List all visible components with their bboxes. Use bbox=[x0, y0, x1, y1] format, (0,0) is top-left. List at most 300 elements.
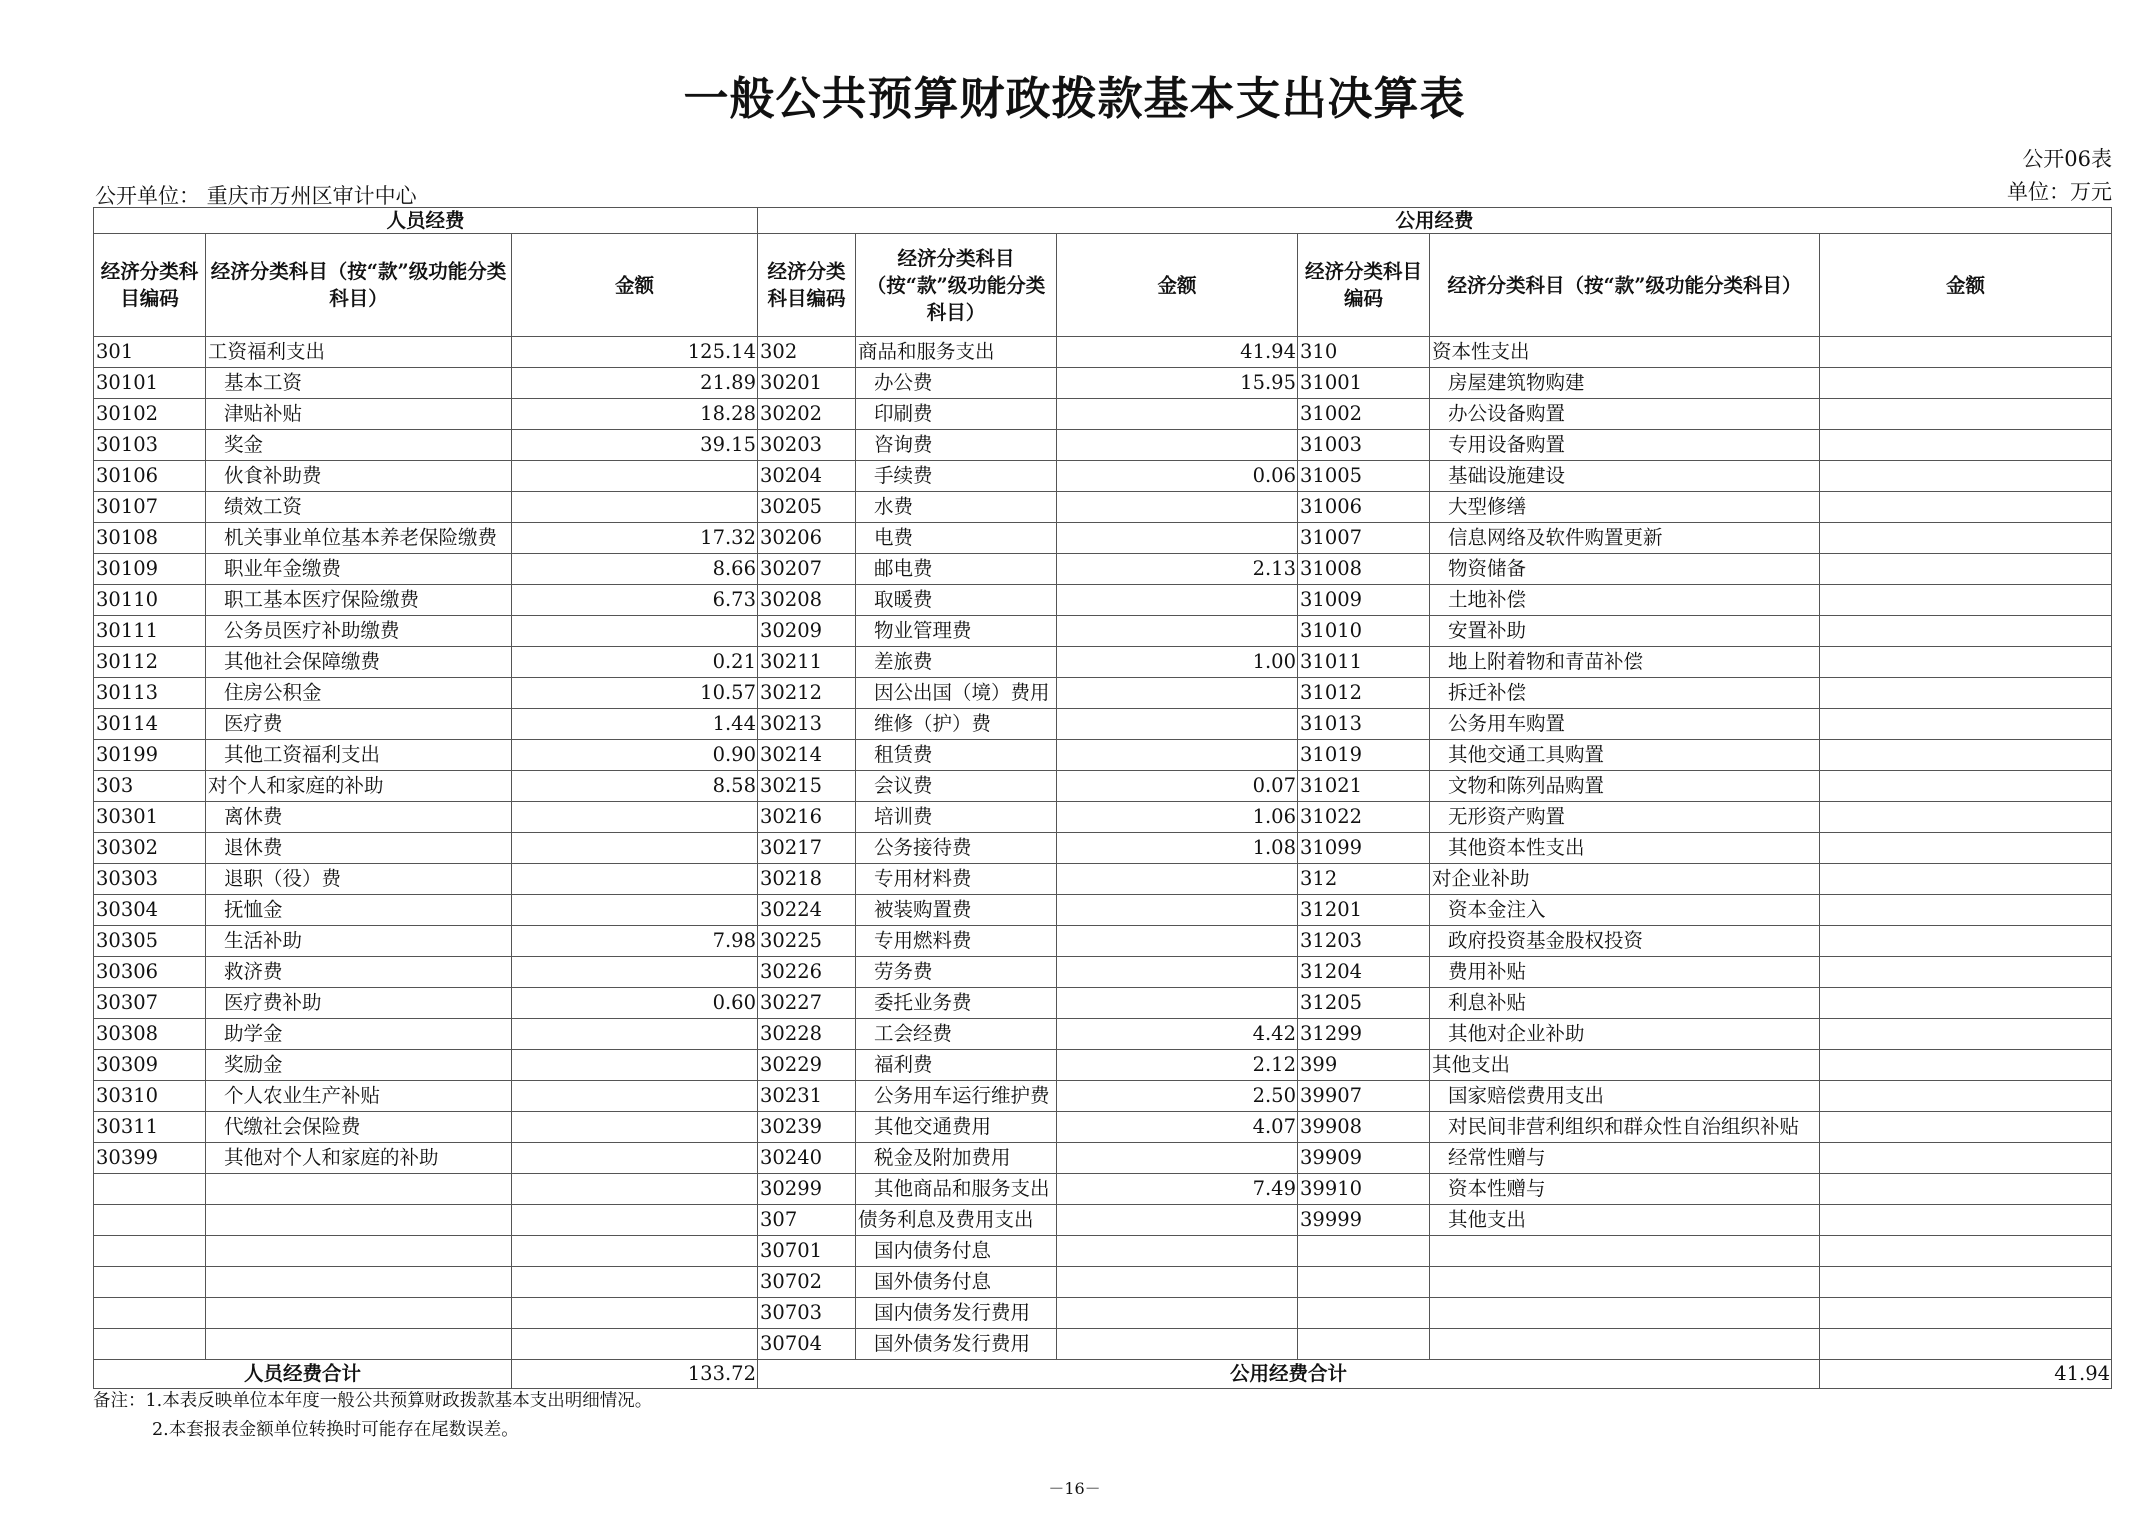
item-code: 31011 bbox=[1298, 647, 1430, 678]
header-amount: 金额 bbox=[1820, 234, 2112, 337]
section-personnel: 人员经费 bbox=[94, 208, 758, 234]
item-code: 30214 bbox=[758, 740, 856, 771]
item-name: 其他交通费用 bbox=[856, 1112, 1057, 1143]
item-code: 30308 bbox=[94, 1019, 206, 1050]
item-name: 资本性支出 bbox=[1430, 337, 1820, 368]
item-code: 399 bbox=[1298, 1050, 1430, 1081]
item-code: 30108 bbox=[94, 523, 206, 554]
item-amount bbox=[512, 802, 758, 833]
item-amount bbox=[1820, 895, 2112, 926]
item-name bbox=[1430, 1236, 1820, 1267]
item-name: 国外债务发行费用 bbox=[856, 1329, 1057, 1360]
item-code: 30112 bbox=[94, 647, 206, 678]
item-name: 土地补偿 bbox=[1430, 585, 1820, 616]
item-amount: 2.50 bbox=[1057, 1081, 1298, 1112]
item-code: 30309 bbox=[94, 1050, 206, 1081]
item-code bbox=[94, 1329, 206, 1360]
item-amount: 125.14 bbox=[512, 337, 758, 368]
item-name bbox=[1430, 1298, 1820, 1329]
item-name: 拆迁补偿 bbox=[1430, 678, 1820, 709]
item-amount bbox=[1820, 337, 2112, 368]
item-code bbox=[1298, 1329, 1430, 1360]
item-amount: 39.15 bbox=[512, 430, 758, 461]
item-name: 其他对企业补助 bbox=[1430, 1019, 1820, 1050]
item-name: 基础设施建设 bbox=[1430, 461, 1820, 492]
totals-row bbox=[94, 1360, 2112, 1389]
item-name: 工会经费 bbox=[856, 1019, 1057, 1050]
item-amount bbox=[1057, 895, 1298, 926]
item-name: 其他交通工具购置 bbox=[1430, 740, 1820, 771]
table-row bbox=[94, 1205, 2112, 1236]
table-row bbox=[94, 1298, 2112, 1329]
item-code: 31007 bbox=[1298, 523, 1430, 554]
table-row bbox=[94, 1050, 2112, 1081]
table-row bbox=[94, 585, 2112, 616]
note-2: 2.本套报表金额单位转换时可能存在尾数误差。 bbox=[152, 1420, 519, 1440]
column-header-row bbox=[94, 234, 2112, 337]
table-row bbox=[94, 1081, 2112, 1112]
item-code: 31006 bbox=[1298, 492, 1430, 523]
item-name: 经常性赠与 bbox=[1430, 1143, 1820, 1174]
item-amount bbox=[1820, 678, 2112, 709]
item-amount bbox=[1057, 1236, 1298, 1267]
item-amount bbox=[1820, 771, 2112, 802]
item-amount bbox=[1057, 492, 1298, 523]
item-amount bbox=[1057, 864, 1298, 895]
item-amount bbox=[512, 1236, 758, 1267]
item-name: 抚恤金 bbox=[206, 895, 512, 926]
item-amount bbox=[1820, 1236, 2112, 1267]
item-amount: 7.98 bbox=[512, 926, 758, 957]
item-name: 生活补助 bbox=[206, 926, 512, 957]
item-code bbox=[94, 1298, 206, 1329]
item-code: 30101 bbox=[94, 368, 206, 399]
section-header-row bbox=[94, 208, 2112, 234]
item-name: 会议费 bbox=[856, 771, 1057, 802]
item-name: 福利费 bbox=[856, 1050, 1057, 1081]
item-amount bbox=[1057, 1298, 1298, 1329]
item-amount bbox=[1057, 1205, 1298, 1236]
item-code: 31003 bbox=[1298, 430, 1430, 461]
item-code: 30311 bbox=[94, 1112, 206, 1143]
item-amount bbox=[512, 1329, 758, 1360]
header-code: 经济分类科目编码 bbox=[94, 234, 206, 337]
item-amount: 0.07 bbox=[1057, 771, 1298, 802]
item-code: 30110 bbox=[94, 585, 206, 616]
item-name: 文物和陈列品购置 bbox=[1430, 771, 1820, 802]
table-row bbox=[94, 864, 2112, 895]
item-name: 离休费 bbox=[206, 802, 512, 833]
item-code: 30240 bbox=[758, 1143, 856, 1174]
item-name: 代缴社会保险费 bbox=[206, 1112, 512, 1143]
table-row bbox=[94, 554, 2112, 585]
item-name: 因公出国（境）费用 bbox=[856, 678, 1057, 709]
item-amount bbox=[1820, 1329, 2112, 1360]
item-code: 30213 bbox=[758, 709, 856, 740]
item-name: 医疗费 bbox=[206, 709, 512, 740]
item-name bbox=[206, 1174, 512, 1205]
item-amount bbox=[1820, 1205, 2112, 1236]
table-row bbox=[94, 802, 2112, 833]
item-amount bbox=[1057, 585, 1298, 616]
item-code: 39907 bbox=[1298, 1081, 1430, 1112]
item-code: 30207 bbox=[758, 554, 856, 585]
table-row bbox=[94, 616, 2112, 647]
item-name: 专用设备购置 bbox=[1430, 430, 1820, 461]
item-code: 30302 bbox=[94, 833, 206, 864]
item-name: 救济费 bbox=[206, 957, 512, 988]
item-amount bbox=[1820, 554, 2112, 585]
item-code: 30218 bbox=[758, 864, 856, 895]
item-code: 30215 bbox=[758, 771, 856, 802]
item-name: 邮电费 bbox=[856, 554, 1057, 585]
item-name: 退职（役）费 bbox=[206, 864, 512, 895]
item-amount bbox=[512, 616, 758, 647]
item-name bbox=[1430, 1329, 1820, 1360]
table-row bbox=[94, 523, 2112, 554]
item-amount: 21.89 bbox=[512, 368, 758, 399]
item-amount bbox=[1057, 678, 1298, 709]
item-amount bbox=[512, 1298, 758, 1329]
table-row bbox=[94, 709, 2112, 740]
item-amount bbox=[512, 1112, 758, 1143]
header-code: 经济分类科目编码 bbox=[758, 234, 856, 337]
item-name: 助学金 bbox=[206, 1019, 512, 1050]
item-amount bbox=[1820, 833, 2112, 864]
item-name: 商品和服务支出 bbox=[856, 337, 1057, 368]
table-row bbox=[94, 957, 2112, 988]
item-code: 31203 bbox=[1298, 926, 1430, 957]
table-row bbox=[94, 461, 2112, 492]
item-code: 30114 bbox=[94, 709, 206, 740]
item-amount bbox=[1057, 1143, 1298, 1174]
item-code: 31299 bbox=[1298, 1019, 1430, 1050]
item-name: 其他社会保障缴费 bbox=[206, 647, 512, 678]
item-amount bbox=[512, 1267, 758, 1298]
item-amount bbox=[1057, 1267, 1298, 1298]
item-name: 办公费 bbox=[856, 368, 1057, 399]
header-code: 经济分类科目编码 bbox=[1298, 234, 1430, 337]
item-name: 公务接待费 bbox=[856, 833, 1057, 864]
item-code bbox=[1298, 1236, 1430, 1267]
item-name: 差旅费 bbox=[856, 647, 1057, 678]
item-amount bbox=[512, 1050, 758, 1081]
item-code: 31002 bbox=[1298, 399, 1430, 430]
item-name: 基本工资 bbox=[206, 368, 512, 399]
item-name bbox=[1430, 1267, 1820, 1298]
table-row bbox=[94, 492, 2112, 523]
table-row bbox=[94, 368, 2112, 399]
item-name: 国内债务发行费用 bbox=[856, 1298, 1057, 1329]
item-name: 奖金 bbox=[206, 430, 512, 461]
item-amount: 1.06 bbox=[1057, 802, 1298, 833]
item-amount bbox=[512, 1081, 758, 1112]
item-name: 安置补助 bbox=[1430, 616, 1820, 647]
item-name: 其他商品和服务支出 bbox=[856, 1174, 1057, 1205]
item-amount: 18.28 bbox=[512, 399, 758, 430]
table-row bbox=[94, 833, 2112, 864]
item-code: 30229 bbox=[758, 1050, 856, 1081]
item-name: 退休费 bbox=[206, 833, 512, 864]
item-code: 30231 bbox=[758, 1081, 856, 1112]
item-amount bbox=[512, 957, 758, 988]
item-name: 国内债务付息 bbox=[856, 1236, 1057, 1267]
item-amount bbox=[1820, 926, 2112, 957]
header-name: 经济分类科目（按“款”级功能分类科目） bbox=[1430, 234, 1820, 337]
item-name: 物业管理费 bbox=[856, 616, 1057, 647]
item-amount bbox=[1820, 802, 2112, 833]
item-code: 30106 bbox=[94, 461, 206, 492]
item-name: 被装购置费 bbox=[856, 895, 1057, 926]
table-row bbox=[94, 430, 2112, 461]
item-amount: 41.94 bbox=[1057, 337, 1298, 368]
item-name: 手续费 bbox=[856, 461, 1057, 492]
item-code: 31022 bbox=[1298, 802, 1430, 833]
item-name: 大型修缮 bbox=[1430, 492, 1820, 523]
item-name: 公务用车购置 bbox=[1430, 709, 1820, 740]
personnel-total-value: 133.72 bbox=[512, 1360, 758, 1389]
item-code bbox=[94, 1267, 206, 1298]
item-amount bbox=[512, 833, 758, 864]
item-amount bbox=[1820, 1267, 2112, 1298]
item-amount bbox=[1057, 988, 1298, 1019]
item-amount bbox=[1820, 368, 2112, 399]
item-name: 维修（护）费 bbox=[856, 709, 1057, 740]
item-code: 301 bbox=[94, 337, 206, 368]
item-code: 31005 bbox=[1298, 461, 1430, 492]
header-name: 经济分类科目（按“款”级功能分类科目） bbox=[206, 234, 512, 337]
item-amount bbox=[1057, 523, 1298, 554]
item-amount bbox=[1820, 1174, 2112, 1205]
item-name bbox=[206, 1298, 512, 1329]
item-code: 31010 bbox=[1298, 616, 1430, 647]
table-row bbox=[94, 988, 2112, 1019]
header-name: 经济分类科目（按“款”级功能分类科目） bbox=[856, 234, 1057, 337]
item-code: 30701 bbox=[758, 1236, 856, 1267]
item-code: 31019 bbox=[1298, 740, 1430, 771]
item-name: 其他支出 bbox=[1430, 1050, 1820, 1081]
item-name: 住房公积金 bbox=[206, 678, 512, 709]
item-name: 职工基本医疗保险缴费 bbox=[206, 585, 512, 616]
item-code: 30204 bbox=[758, 461, 856, 492]
item-name: 地上附着物和青苗补偿 bbox=[1430, 647, 1820, 678]
item-code bbox=[1298, 1298, 1430, 1329]
item-amount bbox=[1057, 430, 1298, 461]
item-amount: 6.73 bbox=[512, 585, 758, 616]
table-row bbox=[94, 895, 2112, 926]
item-name: 奖励金 bbox=[206, 1050, 512, 1081]
item-name: 公务员医疗补助缴费 bbox=[206, 616, 512, 647]
item-name: 伙食补助费 bbox=[206, 461, 512, 492]
item-code: 30103 bbox=[94, 430, 206, 461]
item-amount bbox=[1820, 1143, 2112, 1174]
item-amount: 0.06 bbox=[1057, 461, 1298, 492]
item-amount bbox=[1057, 616, 1298, 647]
item-name: 其他对个人和家庭的补助 bbox=[206, 1143, 512, 1174]
item-name bbox=[206, 1236, 512, 1267]
item-code: 31021 bbox=[1298, 771, 1430, 802]
item-name: 信息网络及软件购置更新 bbox=[1430, 523, 1820, 554]
item-code: 30102 bbox=[94, 399, 206, 430]
table-row bbox=[94, 647, 2112, 678]
expenditure-table bbox=[93, 207, 2112, 1389]
item-code: 303 bbox=[94, 771, 206, 802]
item-code: 30299 bbox=[758, 1174, 856, 1205]
item-name: 委托业务费 bbox=[856, 988, 1057, 1019]
item-amount: 4.42 bbox=[1057, 1019, 1298, 1050]
item-amount bbox=[1057, 399, 1298, 430]
item-code: 31001 bbox=[1298, 368, 1430, 399]
item-name: 取暖费 bbox=[856, 585, 1057, 616]
table-row bbox=[94, 1019, 2112, 1050]
item-name bbox=[206, 1267, 512, 1298]
item-code: 30217 bbox=[758, 833, 856, 864]
table-code: 公开06表 bbox=[2022, 147, 2112, 171]
item-name: 租赁费 bbox=[856, 740, 1057, 771]
table-row bbox=[94, 1174, 2112, 1205]
item-code: 39910 bbox=[1298, 1174, 1430, 1205]
item-amount: 2.12 bbox=[1057, 1050, 1298, 1081]
item-amount bbox=[1820, 616, 2112, 647]
item-code: 30307 bbox=[94, 988, 206, 1019]
item-code: 30216 bbox=[758, 802, 856, 833]
item-code: 30305 bbox=[94, 926, 206, 957]
item-name: 印刷费 bbox=[856, 399, 1057, 430]
item-name: 国外债务付息 bbox=[856, 1267, 1057, 1298]
item-code: 39908 bbox=[1298, 1112, 1430, 1143]
item-name: 资本金注入 bbox=[1430, 895, 1820, 926]
item-name: 机关事业单位基本养老保险缴费 bbox=[206, 523, 512, 554]
item-name: 国家赔偿费用支出 bbox=[1430, 1081, 1820, 1112]
item-code: 30203 bbox=[758, 430, 856, 461]
item-code: 30109 bbox=[94, 554, 206, 585]
item-amount bbox=[1820, 399, 2112, 430]
item-code: 31205 bbox=[1298, 988, 1430, 1019]
item-code: 39909 bbox=[1298, 1143, 1430, 1174]
item-code: 30224 bbox=[758, 895, 856, 926]
item-code: 30212 bbox=[758, 678, 856, 709]
item-code: 30306 bbox=[94, 957, 206, 988]
item-code: 30113 bbox=[94, 678, 206, 709]
item-name: 无形资产购置 bbox=[1430, 802, 1820, 833]
item-amount: 1.44 bbox=[512, 709, 758, 740]
item-amount bbox=[512, 492, 758, 523]
item-code: 30226 bbox=[758, 957, 856, 988]
item-amount: 10.57 bbox=[512, 678, 758, 709]
item-code: 31013 bbox=[1298, 709, 1430, 740]
item-name: 其他工资福利支出 bbox=[206, 740, 512, 771]
item-code: 31009 bbox=[1298, 585, 1430, 616]
public-total-label: 公用经费合计 bbox=[758, 1360, 1820, 1389]
item-name: 其他支出 bbox=[1430, 1205, 1820, 1236]
item-amount bbox=[1057, 926, 1298, 957]
item-amount bbox=[1820, 1050, 2112, 1081]
item-amount: 7.49 bbox=[1057, 1174, 1298, 1205]
item-amount bbox=[1820, 740, 2112, 771]
item-amount bbox=[1820, 430, 2112, 461]
item-name: 税金及附加费用 bbox=[856, 1143, 1057, 1174]
item-name: 职业年金缴费 bbox=[206, 554, 512, 585]
item-amount bbox=[1820, 523, 2112, 554]
item-name: 专用燃料费 bbox=[856, 926, 1057, 957]
item-amount bbox=[1057, 957, 1298, 988]
table-row bbox=[94, 1329, 2112, 1360]
item-amount: 1.00 bbox=[1057, 647, 1298, 678]
item-code: 30206 bbox=[758, 523, 856, 554]
item-name: 其他资本性支出 bbox=[1430, 833, 1820, 864]
table-row bbox=[94, 740, 2112, 771]
item-name: 咨询费 bbox=[856, 430, 1057, 461]
item-code: 30205 bbox=[758, 492, 856, 523]
item-amount bbox=[1820, 709, 2112, 740]
item-amount bbox=[512, 864, 758, 895]
item-code: 30211 bbox=[758, 647, 856, 678]
item-code: 31204 bbox=[1298, 957, 1430, 988]
item-amount bbox=[1820, 1019, 2112, 1050]
item-amount bbox=[1820, 461, 2112, 492]
item-amount: 0.21 bbox=[512, 647, 758, 678]
item-code: 30399 bbox=[94, 1143, 206, 1174]
item-code: 30208 bbox=[758, 585, 856, 616]
item-amount bbox=[1820, 1081, 2112, 1112]
table-row bbox=[94, 399, 2112, 430]
table-row bbox=[94, 1143, 2112, 1174]
item-code: 30301 bbox=[94, 802, 206, 833]
table-row bbox=[94, 1112, 2112, 1143]
item-amount: 4.07 bbox=[1057, 1112, 1298, 1143]
header-amount: 金额 bbox=[1057, 234, 1298, 337]
unit-label: 单位：万元 bbox=[2007, 180, 2112, 204]
item-name: 津贴补贴 bbox=[206, 399, 512, 430]
item-name: 对企业补助 bbox=[1430, 864, 1820, 895]
item-code: 39999 bbox=[1298, 1205, 1430, 1236]
item-name: 劳务费 bbox=[856, 957, 1057, 988]
item-code: 312 bbox=[1298, 864, 1430, 895]
item-code: 30304 bbox=[94, 895, 206, 926]
item-name: 对个人和家庭的补助 bbox=[206, 771, 512, 802]
item-name: 电费 bbox=[856, 523, 1057, 554]
item-code: 31012 bbox=[1298, 678, 1430, 709]
item-code: 30310 bbox=[94, 1081, 206, 1112]
table-row bbox=[94, 1236, 2112, 1267]
item-code: 302 bbox=[758, 337, 856, 368]
item-amount bbox=[512, 461, 758, 492]
item-amount bbox=[1820, 585, 2112, 616]
item-amount bbox=[1820, 1298, 2112, 1329]
table-row bbox=[94, 337, 2112, 368]
item-name: 政府投资基金股权投资 bbox=[1430, 926, 1820, 957]
item-code: 30227 bbox=[758, 988, 856, 1019]
header-amount: 金额 bbox=[512, 234, 758, 337]
item-name: 个人农业生产补贴 bbox=[206, 1081, 512, 1112]
item-amount: 2.13 bbox=[1057, 554, 1298, 585]
item-code: 30228 bbox=[758, 1019, 856, 1050]
item-name: 水费 bbox=[856, 492, 1057, 523]
item-amount: 15.95 bbox=[1057, 368, 1298, 399]
item-code: 30199 bbox=[94, 740, 206, 771]
item-amount bbox=[1820, 988, 2112, 1019]
item-amount bbox=[1820, 492, 2112, 523]
item-code: 30303 bbox=[94, 864, 206, 895]
item-amount: 17.32 bbox=[512, 523, 758, 554]
table-row bbox=[94, 1267, 2112, 1298]
item-code: 31008 bbox=[1298, 554, 1430, 585]
item-amount bbox=[512, 1143, 758, 1174]
item-code: 30702 bbox=[758, 1267, 856, 1298]
item-code bbox=[1298, 1267, 1430, 1298]
item-name: 物资储备 bbox=[1430, 554, 1820, 585]
item-amount bbox=[1820, 957, 2112, 988]
